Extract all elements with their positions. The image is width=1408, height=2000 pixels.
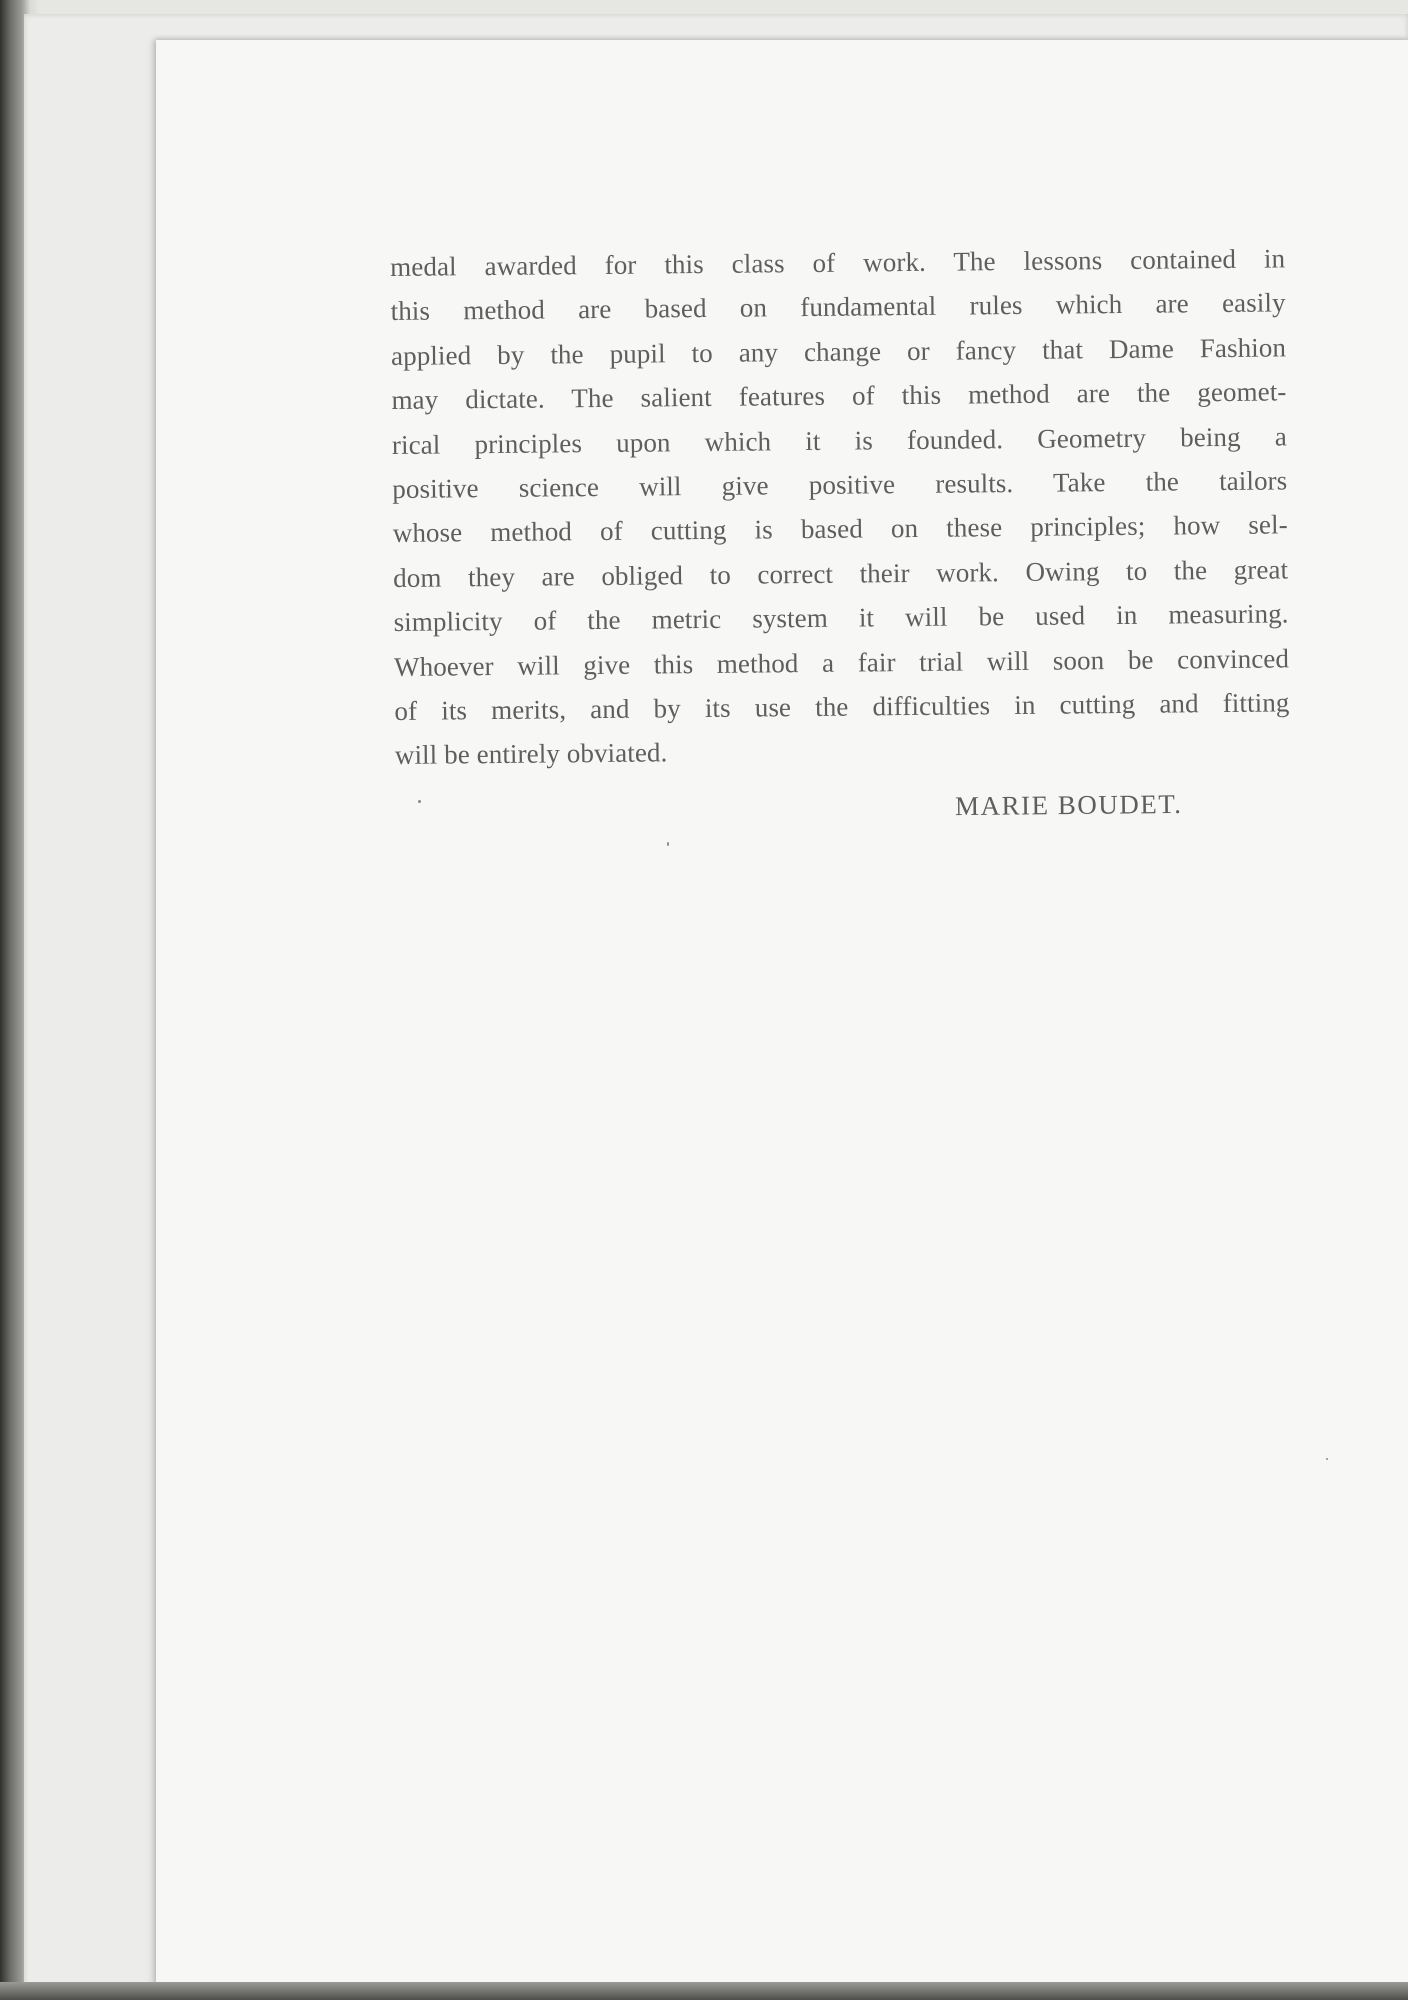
paragraph-line: of its merits, and by its use the difficulties in cutting and fitting — [394, 687, 1290, 726]
scan-bottom-edge — [0, 1982, 1408, 2000]
paragraph-line: may dictate. The salient features of this method are the geomet- — [391, 376, 1287, 416]
paragraph-line: Whoever will give this method a fair trial will soon be convinced — [393, 642, 1290, 682]
paragraph-line: applied by the pupil to any change or fancy that Dame Fashion — [390, 332, 1287, 371]
paragraph-line: positive science will give positive results. Take the tailors — [392, 465, 1288, 504]
paragraph-line: whose method of cutting is based on these principles; how sel- — [392, 509, 1288, 549]
paragraph-line: dom they are obliged to correct their work. Owing to the great — [393, 554, 1289, 593]
print-speck — [1326, 1458, 1328, 1460]
body-paragraph — [390, 236, 1290, 777]
print-speck — [418, 800, 421, 803]
paragraph-line: medal awarded for this class of work. The lessons contained in — [390, 243, 1286, 282]
print-speck — [667, 842, 669, 846]
paragraph-line: simplicity of the metric system it will be used in measuring. — [393, 598, 1289, 638]
paragraph-line: will be entirely obviated. — [394, 737, 668, 771]
paragraph-line: rical principles upon which it is founded. Geometry being a — [391, 420, 1288, 460]
author-signature: MARIE BOUDET. — [954, 788, 1183, 822]
paragraph-line: this method are based on fundamental rules which are easily — [390, 287, 1286, 327]
